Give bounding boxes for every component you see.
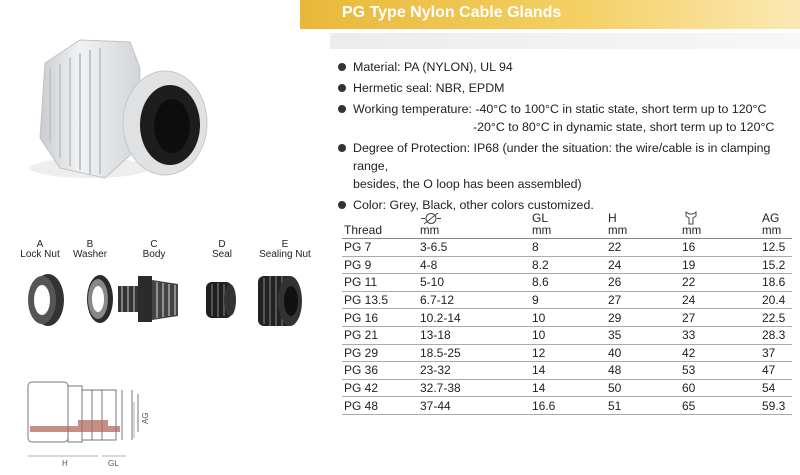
table-row <box>342 326 792 344</box>
bullet-icon <box>338 105 346 113</box>
table-cell: 5-10 <box>418 274 530 292</box>
feature-item: Working temperature: -40°C to 100°C in static state, short term up to 120°C -20°C to 80°C in dynamic state, short term up to 120°C <box>336 100 796 136</box>
spec-table <box>342 209 792 415</box>
table-cell: 27 <box>606 291 680 309</box>
table-cell: PG 13.5 <box>342 291 418 309</box>
table-row <box>342 397 792 415</box>
table-cell: PG 48 <box>342 397 418 415</box>
table-cell: 27 <box>680 309 760 327</box>
feature-item: Hermetic seal: NBR, EPDM <box>336 79 796 97</box>
table-cell: 35 <box>606 326 680 344</box>
table-cell: 26 <box>606 274 680 292</box>
table-cell: 13-18 <box>418 326 530 344</box>
table-cell: 65 <box>680 397 760 415</box>
table-cell: 14 <box>530 379 606 397</box>
table-cell: 10 <box>530 326 606 344</box>
part-label-lock-nut: A Lock Nut <box>20 239 60 260</box>
table-cell: 18.6 <box>760 274 792 292</box>
table-cell: PG 9 <box>342 256 418 274</box>
table-cell: 22 <box>606 239 680 257</box>
table-cell: 37 <box>760 344 792 362</box>
table-row <box>342 344 792 362</box>
cross-section-drawing <box>22 372 162 472</box>
cable-gland-photo <box>20 28 220 188</box>
table-cell: 6.7-12 <box>418 291 530 309</box>
bullet-icon <box>338 201 346 209</box>
table-cell: 9 <box>530 291 606 309</box>
table-cell: PG 21 <box>342 326 418 344</box>
table-cell: 19 <box>680 256 760 274</box>
lock-nut-part <box>28 274 64 326</box>
table-cell: 40 <box>606 344 680 362</box>
col-ag: AG mm <box>760 209 792 239</box>
table-cell: 14 <box>530 362 606 380</box>
title-underbar <box>330 33 800 49</box>
table-cell: 23-32 <box>418 362 530 380</box>
table-row <box>342 274 792 292</box>
table-cell: 8 <box>530 239 606 257</box>
feature-item: Material: PA (NYLON), UL 94 <box>336 58 796 76</box>
col-h: H mm <box>606 209 680 239</box>
table-cell: PG 16 <box>342 309 418 327</box>
table-cell: 47 <box>760 362 792 380</box>
table-cell: PG 36 <box>342 362 418 380</box>
table-cell: 24 <box>680 291 760 309</box>
table-cell: 54 <box>760 379 792 397</box>
table-cell: 51 <box>606 397 680 415</box>
table-cell: 15.2 <box>760 256 792 274</box>
table-cell: 29 <box>606 309 680 327</box>
table-cell: 59.3 <box>760 397 792 415</box>
table-cell: 24 <box>606 256 680 274</box>
table-cell: 3-6.5 <box>418 239 530 257</box>
table-cell: 18.5-25 <box>418 344 530 362</box>
col-gl: GL mm <box>530 209 606 239</box>
table-cell: 22 <box>680 274 760 292</box>
bullet-icon <box>338 144 346 152</box>
exploded-parts-drawing <box>18 266 318 336</box>
part-label-body: C Body <box>142 239 166 260</box>
sealing-nut-part <box>258 276 302 326</box>
table-row <box>342 309 792 327</box>
table-cell: PG 29 <box>342 344 418 362</box>
page-title: PG Type Nylon Cable Glands <box>342 4 562 21</box>
table-cell: 32.7-38 <box>418 379 530 397</box>
table-header-row <box>342 209 792 239</box>
table-cell: 16 <box>680 239 760 257</box>
table-cell: 16.6 <box>530 397 606 415</box>
table-cell: 12 <box>530 344 606 362</box>
table-cell: 60 <box>680 379 760 397</box>
part-label-sealing-nut: E Sealing Nut <box>259 239 311 260</box>
seal-part <box>206 282 236 318</box>
bullet-icon <box>338 63 346 71</box>
wrench-size-icon <box>682 211 700 225</box>
table-cell: 33 <box>680 326 760 344</box>
col-thread: Thread <box>342 209 418 239</box>
table-row <box>342 379 792 397</box>
table-cell: 53 <box>680 362 760 380</box>
table-cell: PG 11 <box>342 274 418 292</box>
table-cell: 20.4 <box>760 291 792 309</box>
table-cell: 50 <box>606 379 680 397</box>
table-cell: 37-44 <box>418 397 530 415</box>
table-cell: 48 <box>606 362 680 380</box>
table-row <box>342 291 792 309</box>
table-cell: 10 <box>530 309 606 327</box>
feature-item: Color: Grey, Black, other colors customized. <box>336 196 796 214</box>
feature-item: Degree of Protection: IP68 (under the situation: the wire/cable is in clamping range, besides, the O loop has been assembled) <box>336 139 796 193</box>
part-label-washer: B Washer <box>72 239 108 260</box>
table-cell: 8.6 <box>530 274 606 292</box>
table-cell: 28.3 <box>760 326 792 344</box>
table-cell: 10.2-14 <box>418 309 530 327</box>
washer-part <box>87 275 113 323</box>
table-cell: 22.5 <box>760 309 792 327</box>
table-cell: 8.2 <box>530 256 606 274</box>
h-dimension-label: H <box>62 459 68 468</box>
cable-diameter-icon <box>420 212 442 225</box>
part-label-seal: D Seal <box>211 239 232 260</box>
table-row <box>342 362 792 380</box>
table-cell: 4-8 <box>418 256 530 274</box>
body-part <box>118 276 178 322</box>
table-cell: 42 <box>680 344 760 362</box>
bullet-icon <box>338 84 346 92</box>
title-bar <box>300 0 800 29</box>
gl-dimension-label: GL <box>108 459 119 468</box>
ag-dimension-label: AG <box>141 412 150 424</box>
table-row <box>342 239 792 257</box>
col-wrench: mm <box>680 209 760 239</box>
feature-list <box>336 58 796 217</box>
table-cell: PG 7 <box>342 239 418 257</box>
table-cell: 12.5 <box>760 239 792 257</box>
table-cell: PG 42 <box>342 379 418 397</box>
table-row <box>342 256 792 274</box>
col-cable-range: mm <box>418 209 530 239</box>
